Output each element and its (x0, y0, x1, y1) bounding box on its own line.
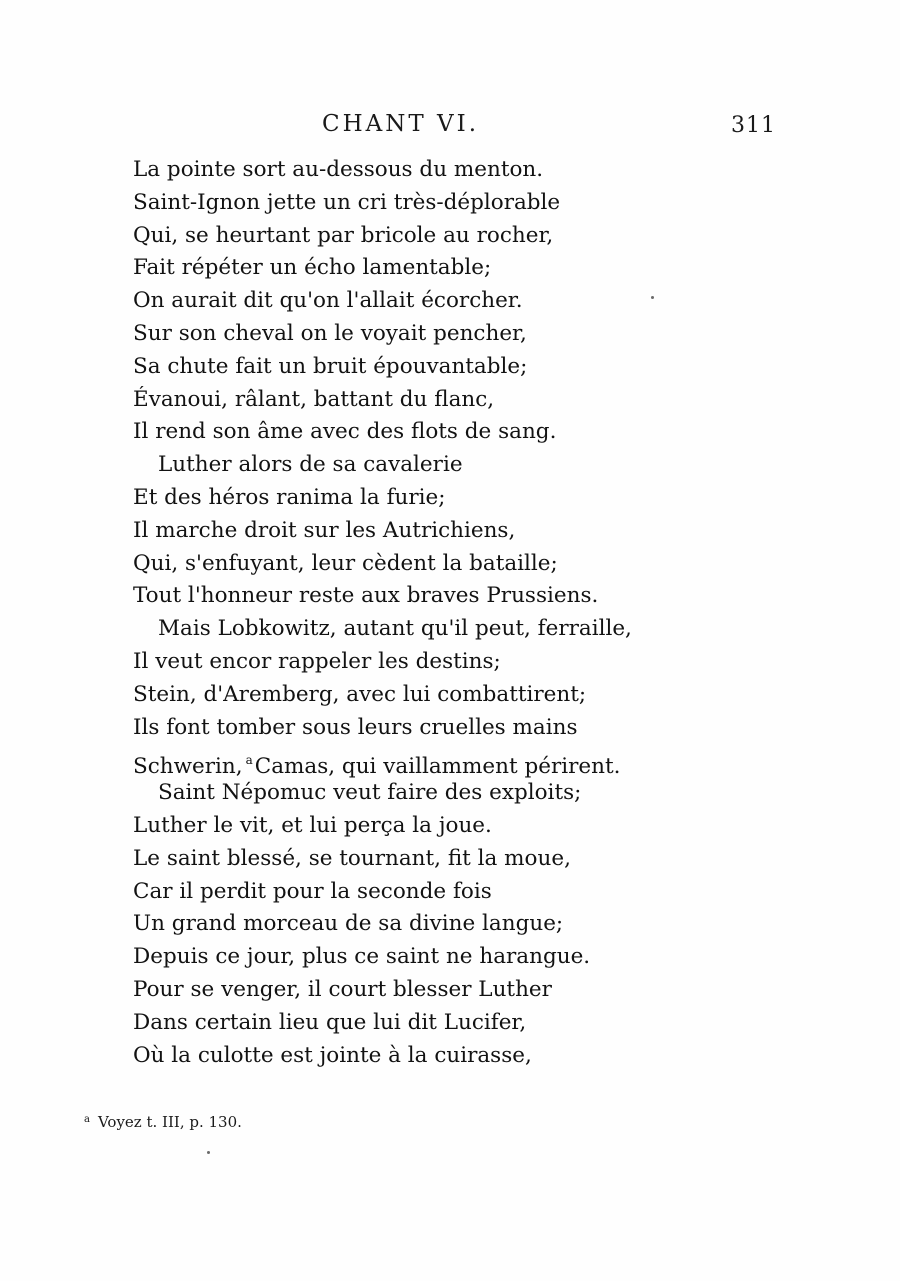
footnote-reference[interactable]: a (245, 753, 253, 768)
verse-line: Pour se venger, il court blesser Luther (133, 976, 552, 1002)
footnote-text: Voyez t. III, p. 130. (97, 1113, 242, 1131)
verse-line: Depuis ce jour, plus ce saint ne harangue. (133, 944, 591, 970)
verse-line: Il veut encor rappeler les destins; (133, 648, 501, 674)
verse-line: Schwerin, $^a$Camas, qui vaillamment périrent. (133, 753, 621, 780)
verse-line: Luther le vit, et lui perça la joue. (133, 812, 492, 838)
verse-line: Fait répéter un écho lamentable; (133, 255, 492, 281)
verse-line: Luther alors de sa cavalerie (158, 452, 463, 478)
verse-line: Saint-Ignon jette un cri très-déplorable (133, 189, 561, 215)
verse-line: Mais Lobkowitz, autant qu'il peut, ferraille, (158, 616, 632, 642)
verse-line: Saint Népomuc veut faire des exploits; (158, 780, 582, 806)
verse-line: Et des héros ranima la furie; (133, 484, 446, 510)
verse-line: Tout l'honneur reste aux braves Prussiens. (133, 583, 599, 609)
verse-line: Il marche droit sur les Autrichiens, (133, 517, 516, 543)
running-title: CHANT VI. (322, 111, 480, 137)
verse-line: Dans certain lieu que lui dit Lucifer, (133, 1009, 527, 1035)
verse-line: Évanoui, râlant, battant du flanc, (133, 386, 495, 412)
verse-line: Il rend son âme avec des flots de sang. (133, 419, 557, 445)
paper-speck (207, 1151, 210, 1154)
verse-line: Où la culotte est jointe à la cuirasse, (133, 1042, 532, 1068)
verse-line: Stein, d'Aremberg, avec lui combattirent; (133, 681, 587, 707)
page-number: 311 (731, 113, 776, 138)
paper-speck (651, 296, 654, 299)
verse-line: Qui, se heurtant par bricole au rocher, (133, 222, 554, 248)
poem-verses (133, 154, 733, 1072)
verse-line: On aurait dit qu'on l'allait écorcher. (133, 288, 523, 314)
verse-line: La pointe sort au-dessous du menton. (133, 157, 544, 182)
verse-line: Car il perdit pour la seconde fois (133, 878, 492, 904)
verse-line: Sur son cheval on le voyait pencher, (133, 320, 527, 346)
verse-line: Ils font tomber sous leurs cruelles mains (133, 714, 578, 740)
verse-line: Sa chute fait un bruit épouvantable; (133, 353, 528, 379)
footnote-mark: a (84, 1114, 90, 1125)
verse-line: Qui, s'enfuyant, leur cèdent la bataille; (133, 550, 558, 576)
verse-line: Le saint blessé, se tournant, fit la moue, (133, 845, 571, 871)
footnote (84, 1113, 242, 1131)
verse-line: Un grand morceau de sa divine langue; (133, 911, 564, 937)
